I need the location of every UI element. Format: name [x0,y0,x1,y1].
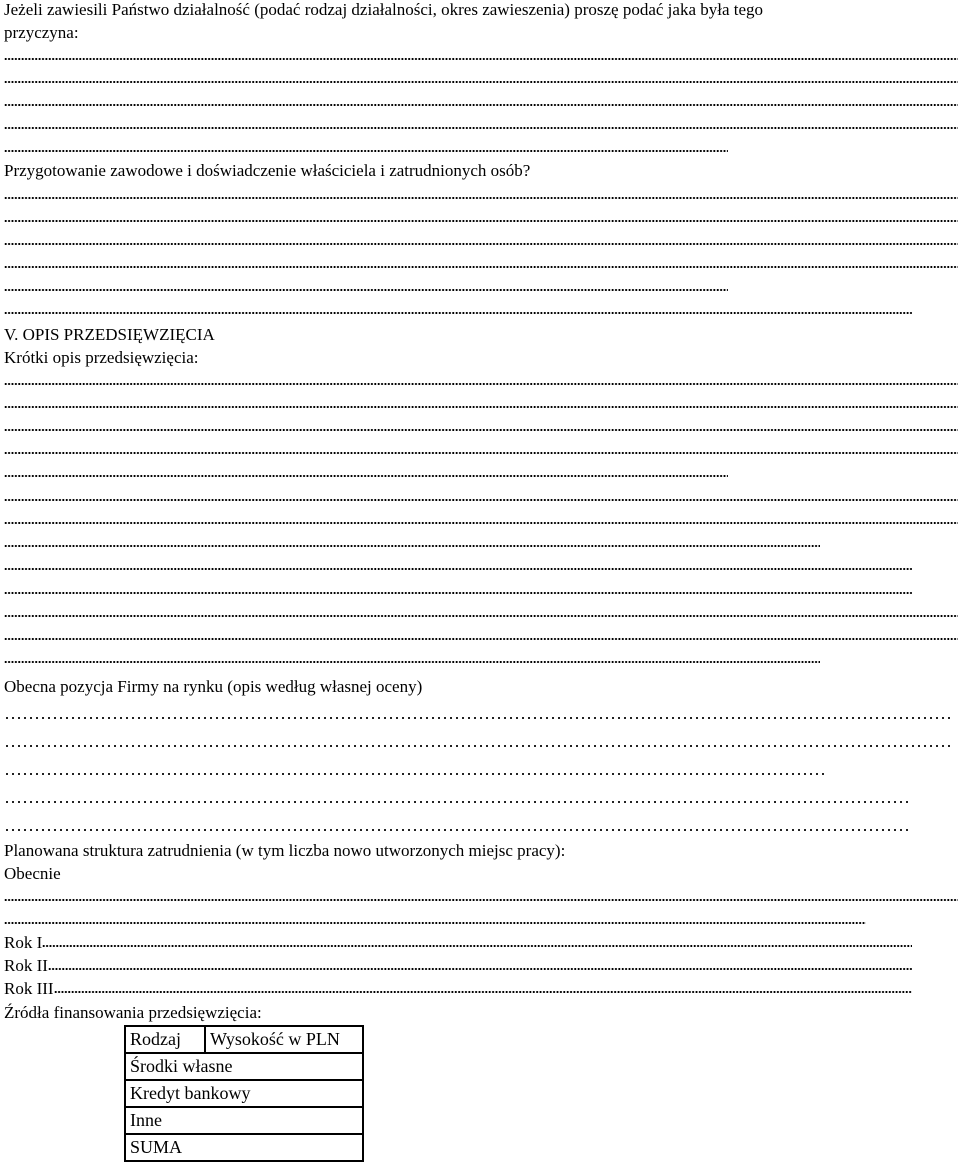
answer-line[interactable] [4,229,958,252]
answer-line[interactable] [4,44,958,67]
answer-line[interactable] [4,438,958,461]
training-question: Przygotowanie zawodowe i doświadczenie właściciela i zatrudnionych osób? [4,161,531,180]
funding-label: Źródła finansowania przedsięwzięcia: [4,1003,262,1022]
answer-line[interactable] [4,415,958,438]
year-label: Rok I [4,933,43,952]
answer-line[interactable] [4,252,958,275]
answer-line[interactable] [4,703,958,726]
currently-label: Obecnie [4,864,61,883]
answer-line[interactable] [4,624,958,647]
year-label: Rok III [4,979,54,998]
funding-row-label[interactable]: Kredyt bankowy [125,1080,363,1107]
funding-row [125,1107,363,1134]
funding-row [125,1080,363,1107]
market-position-label: Obecna pozycja Firmy na rynku (opis według własnej oceny) [4,677,423,696]
funding-row-label[interactable]: Inne [125,1107,363,1134]
section-title: V. OPIS PRZEDSIĘWZIĘCIA [4,325,215,344]
answer-line[interactable] [4,601,958,624]
header-type: Rodzaj [125,1026,205,1053]
answer-line[interactable] [4,90,958,113]
funding-row-label[interactable]: Środki własne [125,1053,363,1080]
answer-line[interactable] [4,461,958,484]
answer-line[interactable] [4,731,958,754]
funding-table-header [125,1026,363,1053]
answer-line[interactable] [4,67,958,90]
header-amount: Wysokość w PLN [205,1026,363,1053]
answer-line[interactable] [4,136,958,159]
answer-line[interactable] [4,531,958,554]
answer-line[interactable] [4,508,958,531]
answer-line[interactable] [4,369,958,392]
answer-line[interactable] [4,275,958,298]
year-1-field[interactable] [4,931,912,954]
answer-line[interactable] [4,206,958,229]
answer-line[interactable] [4,392,958,415]
answer-line[interactable] [4,578,958,601]
answer-line[interactable] [4,759,958,782]
year-2-field[interactable] [4,954,912,977]
answer-line[interactable] [4,787,958,810]
answer-line[interactable] [4,885,958,908]
answer-line[interactable] [4,815,958,838]
answer-line[interactable] [4,298,958,321]
funding-table [124,1025,364,1162]
intro-line-2: przyczyna: [4,23,79,42]
answer-line[interactable] [4,113,958,136]
answer-line[interactable] [4,183,958,206]
employment-label: Planowana struktura zatrudnienia (w tym liczba nowo utworzonych miejsc pracy): [4,841,566,860]
answer-line[interactable] [4,647,958,670]
funding-row [125,1053,363,1080]
funding-row [125,1134,363,1161]
year-label: Rok II [4,956,48,975]
intro-line-1: Jeżeli zawiesili Państwo działalność (podać rodzaj działalności, okres zawieszenia) proszę podać jaka była tego [4,0,764,19]
answer-line[interactable] [4,908,958,931]
answer-line[interactable] [4,485,958,508]
funding-row-label[interactable]: SUMA [125,1134,363,1161]
short-description-label: Krótki opis przedsięwzięcia: [4,348,199,367]
year-3-field[interactable] [4,977,912,1000]
answer-line[interactable] [4,554,958,577]
